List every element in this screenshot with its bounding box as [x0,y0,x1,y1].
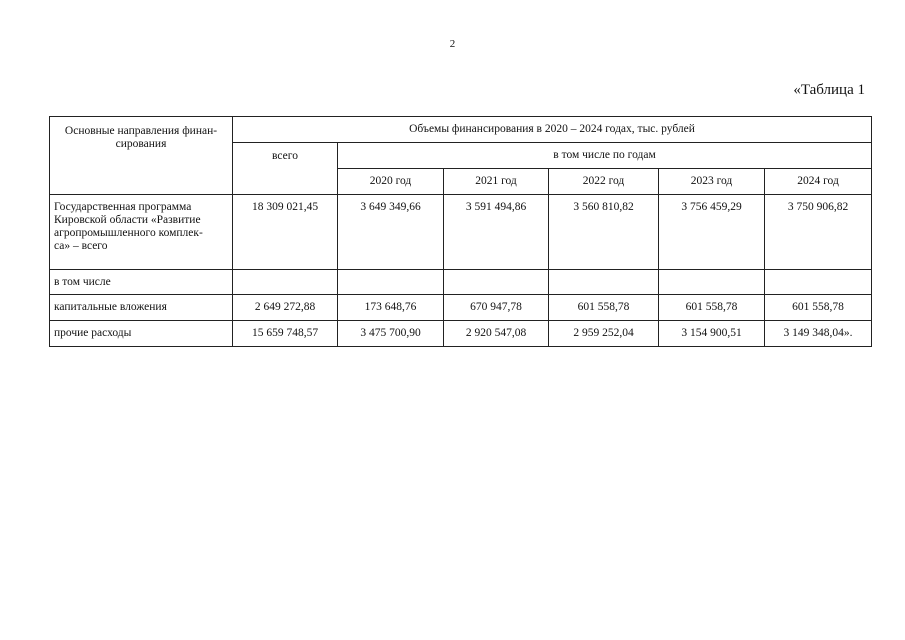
row-including-2024 [765,270,872,295]
row-capital-label: капитальные вложения [50,295,233,321]
header-year-2023: 2023 год [659,169,765,195]
table-row-capital [50,295,872,321]
row-program-label-line4: са» – всего [54,240,108,252]
table-row-program [50,195,872,270]
row-other-total: 15 659 748,57 [233,321,338,347]
row-program-2022: 3 560 810,82 [549,195,659,270]
header-directions-cell [50,117,233,195]
row-program-total: 18 309 021,45 [233,195,338,270]
row-program-label-line2: Кировской области «Развитие [54,214,201,226]
table-row-other [50,321,872,347]
header-year-2020: 2020 год [338,169,444,195]
row-program-2023: 3 756 459,29 [659,195,765,270]
row-program-label [50,195,233,270]
header-row-1 [50,117,872,143]
row-capital-total: 2 649 272,88 [233,295,338,321]
header-year-2022: 2022 год [549,169,659,195]
row-capital-2021: 670 947,78 [444,295,549,321]
row-other-2020: 3 475 700,90 [338,321,444,347]
row-other-2023: 3 154 900,51 [659,321,765,347]
header-total-cell: всего [233,143,338,195]
row-other-label: прочие расходы [50,321,233,347]
header-directions-line2: сирования [115,138,167,150]
row-capital-2023: 601 558,78 [659,295,765,321]
page-number: 2 [449,38,456,50]
row-including-label: в том числе [50,270,233,295]
header-year-2024: 2024 год [765,169,872,195]
header-year-2021: 2021 год [444,169,549,195]
row-capital-2024: 601 558,78 [765,295,872,321]
row-including-2022 [549,270,659,295]
financing-table [49,116,872,347]
header-directions-line1: Основные направления финан- [64,125,218,137]
row-capital-2022: 601 558,78 [549,295,659,321]
table-row-including [50,270,872,295]
row-other-2021: 2 920 547,08 [444,321,549,347]
row-other-2022: 2 959 252,04 [549,321,659,347]
row-program-2024: 3 750 906,82 [765,195,872,270]
table-caption: «Таблица 1 [793,82,865,98]
row-including-2021 [444,270,549,295]
header-by-years-cell: в том числе по годам [338,143,872,169]
row-including-total [233,270,338,295]
row-including-2023 [659,270,765,295]
row-program-2021: 3 591 494,86 [444,195,549,270]
header-volumes-cell: Объемы финансирования в 2020 – 2024 годах, тыс. рублей [233,117,872,143]
row-program-label-line3: агропромышленного комплек- [54,227,203,239]
row-program-2020: 3 649 349,66 [338,195,444,270]
row-including-2020 [338,270,444,295]
row-program-label-line1: Государственная программа [54,201,192,213]
row-capital-2020: 173 648,76 [338,295,444,321]
row-other-2024: 3 149 348,04». [765,321,872,347]
